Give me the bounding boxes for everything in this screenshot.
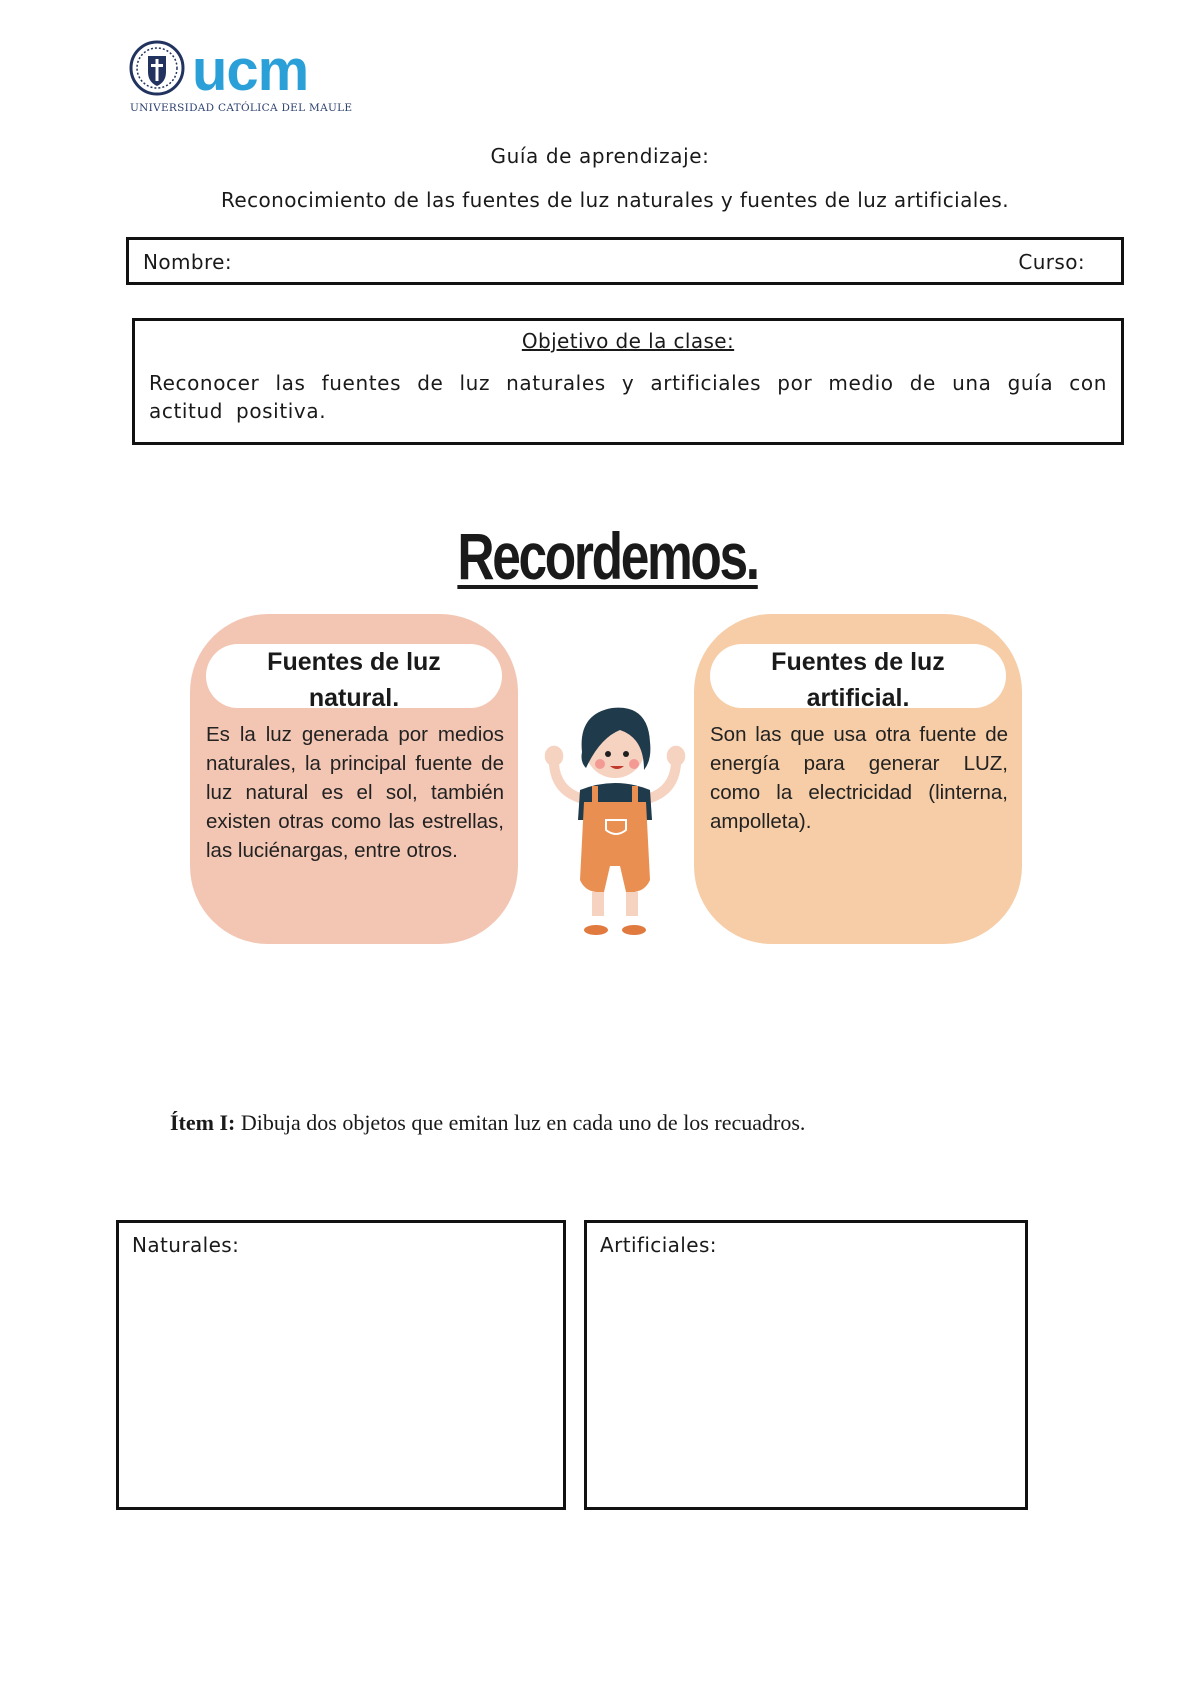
objective-title: Objetivo de la clase: xyxy=(521,329,735,353)
natural-drawing-label: Naturales: xyxy=(132,1233,240,1257)
objective-text: Reconocer las fuentes de luz naturales y artificiales por medio de una guía con actitud positiva. xyxy=(149,371,1107,423)
artificial-card-body: Son las que usa otra fuente de energía para generar LUZ, como la electricidad (linterna, ampolleta). xyxy=(710,723,1008,833)
item-one-instruction xyxy=(170,1110,805,1136)
natural-card-title-line1: Fuentes de luz xyxy=(267,648,441,676)
item-one-label: Ítem I: xyxy=(170,1110,236,1135)
artificial-drawing-box[interactable] xyxy=(584,1220,1028,1510)
name-label: Nombre: xyxy=(143,250,233,274)
course-label: Curso: xyxy=(1018,250,1085,274)
guide-subtitle: Reconocimiento de las fuentes de luz naturales y fuentes de luz artificiales. xyxy=(220,188,1010,212)
artificial-light-card xyxy=(694,614,1022,944)
reminder-heading xyxy=(0,518,1200,594)
guide-title: Guía de aprendizaje: xyxy=(490,144,710,168)
natural-drawing-box[interactable] xyxy=(116,1220,566,1510)
reminder-heading-text: Recordemos. xyxy=(457,519,758,593)
student-info-box xyxy=(126,237,1124,285)
natural-card-title-line2: natural. xyxy=(308,684,400,712)
natural-card-title xyxy=(190,644,518,716)
artificial-drawing-label: Artificiales: xyxy=(600,1233,717,1257)
ucm-logo xyxy=(128,38,353,118)
natural-card-body: Es la luz generada por medios naturales, la principal fuente de luz natural es el sol, también existen otras como las estrellas, las luciénargas, entre otros. xyxy=(206,723,504,862)
artificial-card-title xyxy=(694,644,1022,716)
logo-subtitle: UNIVERSIDAD CATÓLICA DEL MAULE xyxy=(130,102,353,114)
logo-wordmark: ucm xyxy=(192,38,309,102)
item-one-text: Dibuja dos objetos que emitan luz en cada uno de los recuadros. xyxy=(240,1110,806,1135)
artificial-card-title-line2: artificial. xyxy=(806,684,910,712)
artificial-card-title-line1: Fuentes de luz xyxy=(771,648,945,676)
child-illustration xyxy=(540,690,690,950)
university-seal-icon xyxy=(128,38,348,102)
objective-box xyxy=(132,318,1124,445)
natural-light-card xyxy=(190,614,518,944)
